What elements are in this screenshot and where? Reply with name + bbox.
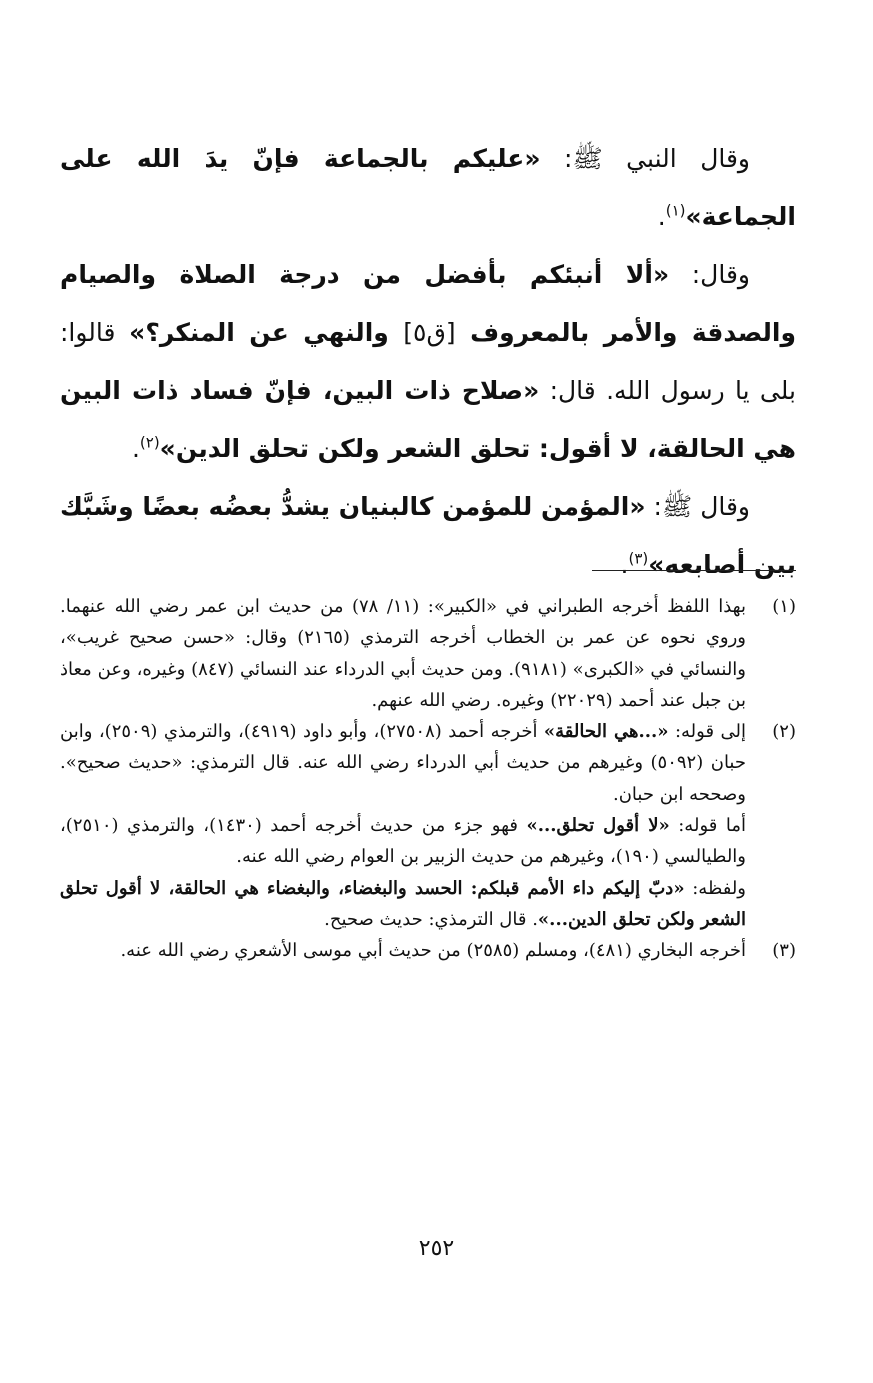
footnote-2-part-a bbox=[60, 716, 746, 810]
p1-intro: وقال النبي ﷺ: bbox=[540, 144, 750, 173]
paragraph-3 bbox=[60, 478, 796, 594]
paragraph-2 bbox=[60, 246, 796, 478]
footnote-3-number: (٣) bbox=[772, 940, 796, 962]
manuscript-page-marker: [ق٥] bbox=[403, 318, 456, 347]
footnote-3 bbox=[60, 935, 796, 966]
footnote-separator bbox=[592, 570, 796, 571]
footnote-1-text: بهذا اللفظ أخرجه الطبراني في «الكبير»: (١١/ ٧٨) من حديث ابن عمر رضي الله عنهما. وروي نحوه عن عمر بن الخطاب أخرجه الترمذي (٢١٦٥) وقال: «حسن صحيح غريب»، والنسائي في «الكبرى» (٩١٨١). ومن حديث أبي الدرداء عند النسائي (٨٤٧) وغيره، وعن معاذ بن جبل عند أحمد (٢٢٠٢٩) وغيره. رضي الله عنهم. bbox=[60, 596, 746, 711]
p3-hadith-quote: «المؤمن للمؤمن كالبنيان يشدُّ بعضُه بعضًا وشَبَّك بين أصابعه» bbox=[60, 492, 796, 579]
p1-hadith-quote: «عليكم بالجماعة فإنّ يدَ الله على الجماعة» bbox=[60, 144, 796, 231]
footnotes bbox=[60, 591, 796, 967]
fn2a-bold: «...هي الحالقة» bbox=[543, 721, 669, 743]
fn2b-post: فهو جزء من حديث أخرجه أحمد (١٤٣٠)، والترمذي (٢٥١٠)، والطيالسي (١٩٠)، وغيرهم من حديث الزبير بن العوام رضي الله عنه. bbox=[60, 815, 746, 868]
p2-end: . bbox=[131, 434, 140, 463]
paragraph-1 bbox=[60, 130, 796, 246]
footnote-2-part-b bbox=[60, 810, 746, 873]
fn2c-bold: «دبّ إليكم داء الأمم قبلكم: الحسد والبغضاء، والبغضاء هي الحالقة، لا أقول تحلق الشعر ولكن تحلق الدين...» bbox=[60, 877, 746, 930]
p2-intro: وقال: bbox=[669, 260, 750, 289]
footnote-2-part-c bbox=[60, 873, 746, 936]
footnote-ref-1: (١) bbox=[665, 201, 686, 220]
p3-end: . bbox=[620, 550, 629, 579]
footnote-ref-3: (٣) bbox=[628, 549, 649, 568]
p1-end: . bbox=[657, 202, 666, 231]
fn2b-pre: أما قوله: bbox=[669, 815, 746, 837]
fn2b-bold: «لا أقول تحلق...» bbox=[526, 815, 670, 837]
footnote-1-number: (١) bbox=[772, 596, 796, 617]
footnote-2-number: (٢) bbox=[772, 721, 796, 743]
p3-intro: وقال ﷺ: bbox=[645, 492, 750, 521]
p2-hadith-quote-2: والنهي عن المنكر؟» bbox=[129, 318, 404, 347]
footnote-2 bbox=[60, 716, 796, 935]
footnote-ref-2: (٢) bbox=[139, 433, 160, 452]
footnote-3-text: أخرجه البخاري (٤٨١)، ومسلم (٢٥٨٥) من حديث أبي موسى الأشعري رضي الله عنه. bbox=[120, 940, 746, 962]
footnote-1 bbox=[60, 591, 796, 716]
fn2c-post: . قال الترمذي: حديث صحيح. bbox=[324, 908, 538, 930]
p2-middle: قالوا: بلى يا رسول الله. قال: bbox=[60, 318, 797, 405]
page-number: ٢٥٢ bbox=[418, 1236, 455, 1261]
fn2c-pre: ولفظه: bbox=[684, 877, 747, 899]
fn2a-pre: إلى قوله: bbox=[668, 721, 746, 743]
main-text bbox=[60, 130, 796, 594]
p2-hadith-quote-3: «صلاح ذات البين، فإنّ فساد ذات البين هي الحالقة، لا أقول: تحلق الشعر ولكن تحلق الدين» bbox=[60, 376, 796, 463]
fn2a-post: أخرجه أحمد (٢٧٥٠٨)، وأبو داود (٤٩١٩)، والترمذي (٢٥٠٩)، وابن حبان (٥٠٩٢) وغيرهم من حديث أبي الدرداء رضي الله عنه. قال الترمذي: «حديث صحيح». وصححه ابن حبان. bbox=[60, 721, 746, 805]
p2-hadith-quote-1: «ألا أنبئكم بأفضل من درجة الصلاة والصيام والصدقة والأمر بالمعروف bbox=[60, 260, 796, 347]
